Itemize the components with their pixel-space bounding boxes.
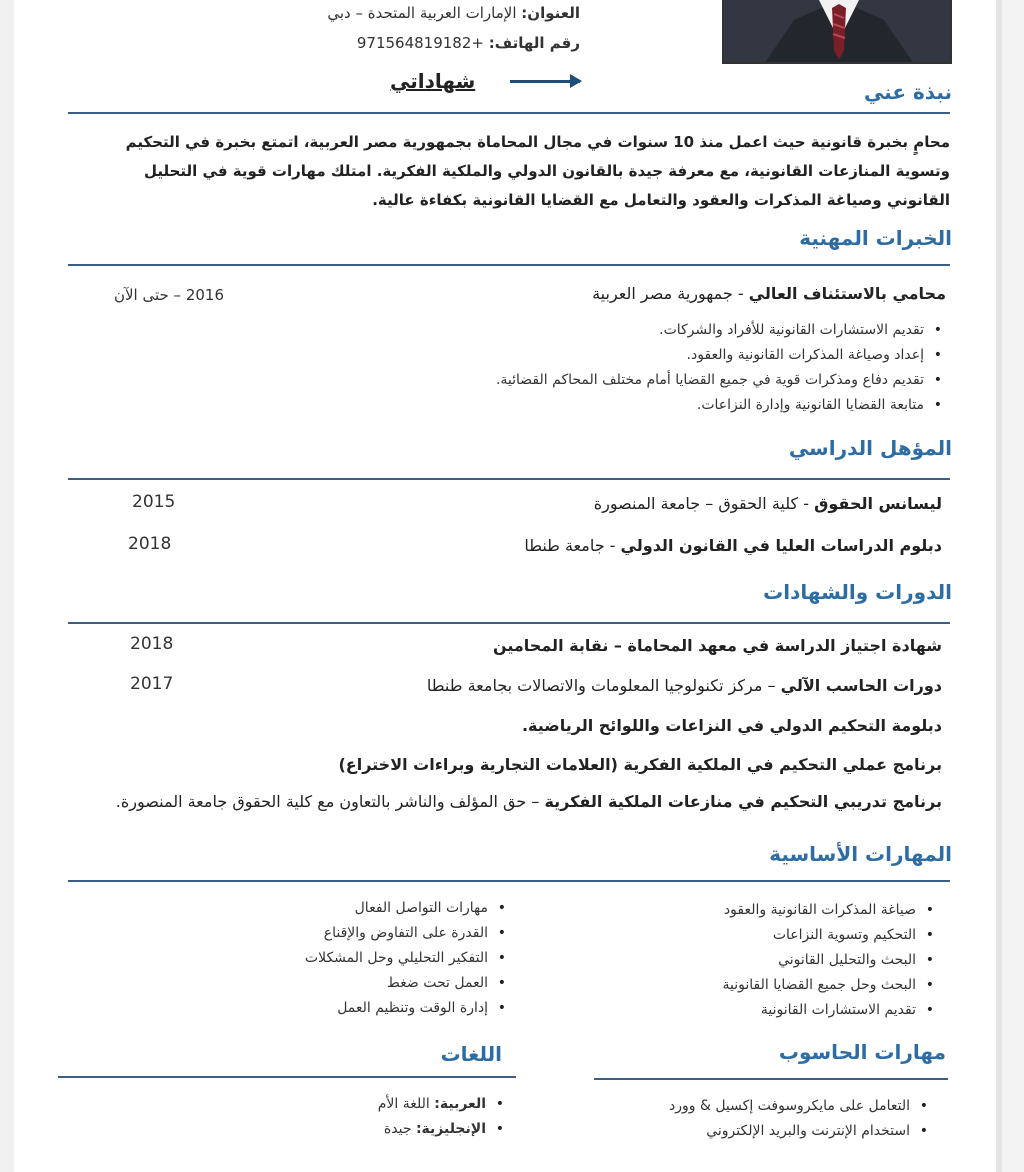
degree-name: ليسانس الحقوق bbox=[814, 494, 942, 513]
address-line bbox=[327, 4, 580, 22]
list-item: • صياغة المذكرات القانونية والعقود bbox=[618, 898, 938, 923]
education-title: المؤهل الدراسي bbox=[788, 436, 952, 460]
list-item: • القدرة على التفاوض والإقناع bbox=[220, 921, 510, 946]
course-item bbox=[72, 792, 942, 811]
languages-list bbox=[308, 1092, 508, 1142]
list-item: • تقديم الاستشارات القانونية للأفراد والشركات. bbox=[346, 318, 946, 343]
person-photo-icon bbox=[724, 0, 952, 64]
divider bbox=[594, 1078, 948, 1080]
education-item bbox=[524, 536, 942, 555]
list-item: • إعداد وصياغة المذكرات القانونية والعقود. bbox=[346, 343, 946, 368]
course-detail: – حق المؤلف والناشر بالتعاون مع كلية الحقوق جامعة المنصورة. bbox=[115, 792, 545, 811]
courses-title: الدورات والشهادات bbox=[763, 580, 952, 604]
language-level: اللغة الأم bbox=[377, 1096, 435, 1112]
course-year: 2018 bbox=[130, 634, 174, 654]
language-item bbox=[308, 1117, 508, 1142]
list-item: • التحكيم وتسوية النزاعات bbox=[618, 923, 938, 948]
divider bbox=[68, 622, 950, 624]
divider bbox=[58, 1076, 516, 1078]
course-name: دورات الحاسب الآلي bbox=[780, 676, 942, 695]
language-name: العربية: bbox=[434, 1096, 486, 1112]
phone-value: +971564819182 bbox=[356, 34, 484, 52]
list-item: • تقديم الاستشارات القانونية bbox=[618, 998, 938, 1023]
education-item bbox=[594, 494, 942, 513]
skills-title: المهارات الأساسية bbox=[769, 842, 952, 866]
degree-year: 2015 bbox=[132, 492, 176, 512]
languages-title: اللغات bbox=[440, 1042, 502, 1066]
phone-line bbox=[357, 34, 580, 52]
language-level: جيدة bbox=[383, 1121, 416, 1137]
job-title bbox=[592, 284, 946, 303]
list-item: • التفكير التحليلي وحل المشكلات bbox=[220, 946, 510, 971]
arrow-right-icon bbox=[510, 80, 580, 83]
skills-list-left bbox=[220, 896, 510, 1021]
page-left-margin bbox=[0, 0, 14, 1172]
list-item: • استخدام الإنترنت والبريد الإلكتروني bbox=[612, 1119, 932, 1144]
certificates-link[interactable] bbox=[390, 64, 580, 98]
phone-label: رقم الهاتف: bbox=[488, 34, 580, 52]
list-item: • متابعة القضايا القانونية وإدارة النزاعات. bbox=[346, 393, 946, 418]
list-item: • التعامل على مايكروسوفت إكسيل & وورد bbox=[612, 1094, 932, 1119]
course-name: دبلومة التحكيم الدولي في النزاعات واللوائح الرياضية. bbox=[521, 716, 942, 735]
computer-skills-title: مهارات الحاسوب bbox=[778, 1040, 946, 1064]
course-name: برنامج تدريبي التحكيم في منازعات الملكية الفكرية bbox=[544, 792, 942, 811]
list-item: • مهارات التواصل الفعال bbox=[220, 896, 510, 921]
course-name: شهادة اجتياز الدراسة في معهد المحاماة – نقابة المحامين bbox=[492, 636, 942, 655]
job-place: - جمهورية مصر العربية bbox=[592, 284, 749, 303]
list-item: • العمل تحت ضغط bbox=[220, 971, 510, 996]
list-item: • إدارة الوقت وتنظيم العمل bbox=[220, 996, 510, 1021]
list-item: • البحث والتحليل القانوني bbox=[618, 948, 938, 973]
divider bbox=[68, 112, 950, 114]
course-name: برنامج عملي التحكيم في الملكية الفكرية (العلامات التجارية وبراءات الاختراع) bbox=[338, 755, 942, 774]
language-item bbox=[308, 1092, 508, 1117]
degree-detail: - كلية الحقوق – جامعة المنصورة bbox=[593, 494, 815, 513]
course-item bbox=[522, 716, 942, 735]
list-item: • تقديم دفاع ومذكرات قوية في جميع القضايا أمام مختلف المحاكم القضائية. bbox=[346, 368, 946, 393]
degree-year: 2018 bbox=[128, 534, 172, 554]
divider bbox=[68, 478, 950, 480]
experience-title: الخبرات المهنية bbox=[799, 226, 952, 250]
job-role: محامي بالاستئناف العالي bbox=[748, 284, 946, 303]
certificates-link-label[interactable]: شهاداتي bbox=[390, 69, 476, 93]
degree-name: دبلوم الدراسات العليا في القانون الدولي bbox=[620, 536, 942, 555]
about-text: محامٍ بخبرة قانونية حيث اعمل منذ 10 سنوات في مجال المحاماة بجمهورية مصر العربية، اتمتع بخبرة في التحكيم وتسوية المنازعات القانونية، مع معرفة جيدة بالقانون الدولي والملكية الفكرية. امتلك مهارات قوية في التحليل القانوني وصياغة المذكرات والعقود والتعامل مع القضايا القانونية بكفاءة عالية. bbox=[125, 133, 950, 209]
profile-photo bbox=[722, 0, 952, 64]
page-right-margin bbox=[996, 0, 1024, 1172]
divider bbox=[68, 264, 950, 266]
list-item: • البحث وحل جميع القضايا القانونية bbox=[618, 973, 938, 998]
language-name: الإنجليزية: bbox=[415, 1121, 486, 1137]
course-year: 2017 bbox=[130, 674, 174, 694]
course-item bbox=[427, 676, 942, 695]
address-label: العنوان: bbox=[521, 4, 580, 22]
job-date: 2016 – حتى الآن bbox=[113, 286, 224, 304]
address-value: الإمارات العربية المتحدة – دبي bbox=[327, 4, 517, 22]
degree-detail: - جامعة طنطا bbox=[524, 536, 621, 555]
course-detail: – مركز تكنولوجيا المعلومات والاتصالات بجامعة طنطا bbox=[426, 676, 781, 695]
computer-skills-list bbox=[612, 1094, 932, 1144]
course-item bbox=[338, 755, 942, 774]
skills-list-right bbox=[618, 898, 938, 1023]
course-item bbox=[493, 636, 942, 655]
duties-list bbox=[346, 318, 946, 418]
about-title: نبذة عني bbox=[863, 80, 952, 104]
divider bbox=[68, 880, 950, 882]
